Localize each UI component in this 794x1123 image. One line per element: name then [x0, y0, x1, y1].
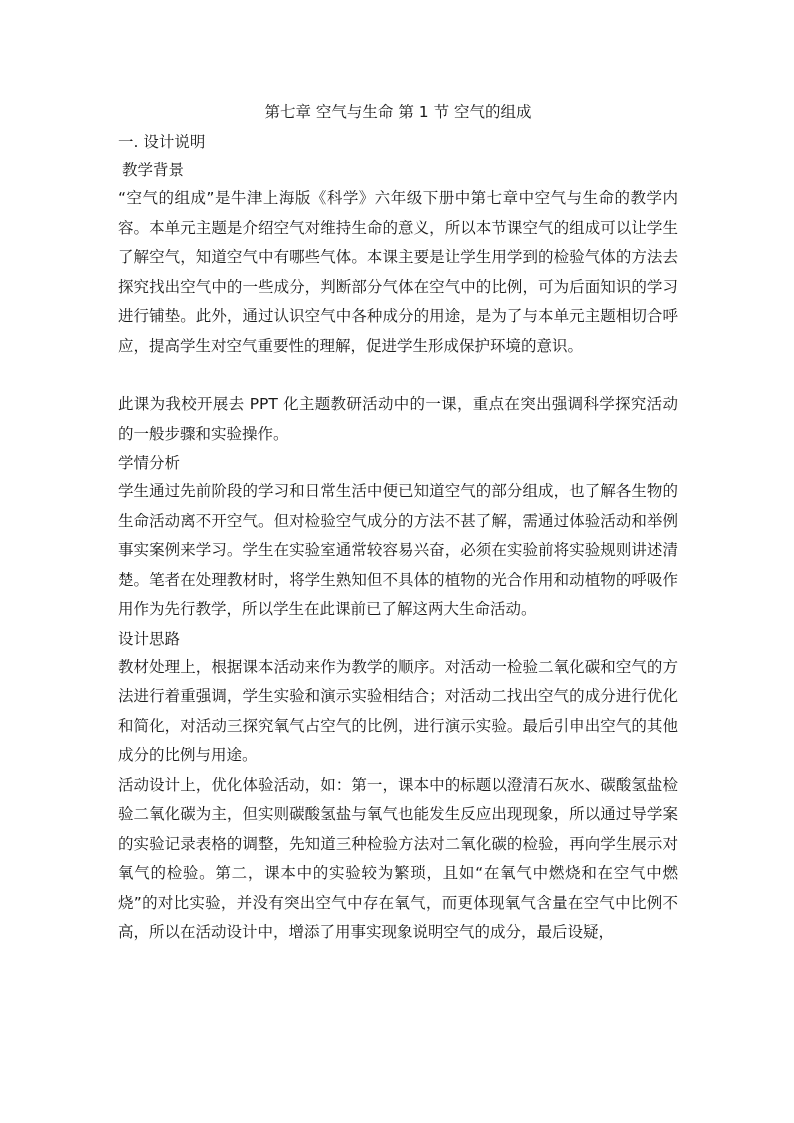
section-heading-design-notes: 一. 设计说明 — [118, 133, 206, 151]
document-title: 第七章 空气与生命 第 1 节 空气的组成 — [264, 103, 532, 121]
background-paragraph-2: 此课为我校开展去 PPT 化主题教研活动中的一课，重点在突出强调科学探究活动的一般步骤和实验操作。 — [118, 395, 678, 443]
document-page — [118, 96, 678, 948]
design-approach-paragraph-2: 活动设计上，优化体验活动，如：第一，课本中的标题以澄清石灰水、碳酸氢盐检验二氧化碳为主，但实则碳酸氢盐与氧气也能发生反应出现现象，所以通过导学案的实验记录表格的调整，先知道三种检验方法对二氧化碳的检验，再向学生展示对氧气的检验。第二，课本中的实验较为繁琐，且如“在氧气中燃烧和在空气中燃烧”的对比实验，并没有突出空气中存在氧气，而更体现氧气含量在空气中比例不高，所以在活动设计中，增添了用事实现象说明空气的成分，最后设疑， — [118, 775, 678, 941]
subsection-heading-design-approach: 设计思路 — [118, 629, 181, 648]
design-approach-paragraph-1: 教材处理上，根据课本活动来作为教学的顺序。对活动一检验二氧化碳和空气的方法进行着重强调，学生实验和演示实验相结合；对活动二找出空气的成分进行优化和简化，对活动三探究氧气占空气的比例，进行演示实验。最后引申出空气的其他成分的比例与用途。 — [118, 657, 678, 764]
learner-analysis-paragraph: 学生通过先前阶段的学习和日常生活中便已知道空气的部分组成，也了解各生物的生命活动离不开空气。但对检验空气成分的方法不甚了解，需通过体验活动和举例事实案例来学习。学生在实验室通常较容易兴奋，必须在实验前将实验规则讲述清楚。笔者在处理教材时，将学生熟知但不具体的植物的光合作用和动植物的呼吸作用作为先行教学，所以学生在此课前已了解这两大生命活动。 — [118, 482, 678, 618]
paragraph-gap — [118, 361, 678, 390]
subsection-heading-learner-analysis: 学情分析 — [118, 454, 181, 472]
subsection-heading-background: 教学背景 — [122, 161, 185, 179]
background-paragraph-1: “空气的组成”是牛津上海版《科学》六年级下册中第七章中空气与生命的教学内容。本单元主题是介绍空气对维持生命的意义，所以本节课空气的组成可以让学生了解空气，知道空气中有哪些气体。本课主要是让学生用学到的检验气体的方法去探究找出空气中的一些成分，判断部分气体在空气中的比例，可为后面知识的学习进行铺垫。此外，通过认识空气中各种成分的用途，是为了与本单元主题相切合呼应，提高学生对空气重要性的理解，促进学生形成保护环境的意识。 — [118, 189, 678, 355]
